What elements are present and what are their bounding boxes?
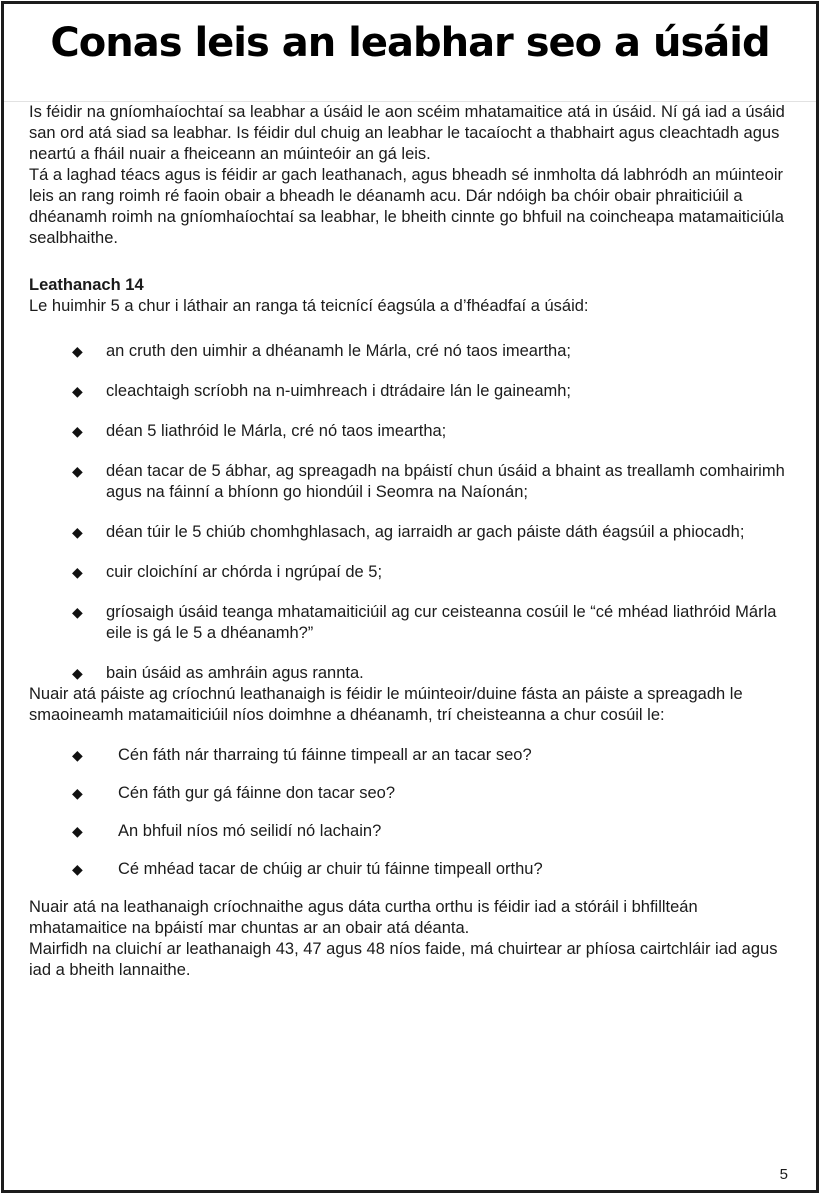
list-item	[72, 562, 791, 583]
list-item	[72, 859, 791, 880]
section-header	[29, 275, 791, 317]
list-item-text: déan tacar de 5 ábhar, ag spreagadh na bpáistí chun úsáid a bhaint as treallamh comhairimh agus na fáinní a bhíonn go hiondúil i Seomra na Naíonán;	[106, 462, 785, 501]
questions-intro-paragraph: Nuair atá páiste ag críochnú leathanaigh is féidir le múinteoir/duine fásta an páiste a spreagadh le smaoineamh matamaiticiúil níos doimhne a dhéanamh, trí cheisteanna a chur cosúil le:	[29, 685, 743, 724]
diamond-bullet-icon: ◆	[72, 604, 83, 620]
page-number: 5	[779, 1166, 788, 1183]
section-intro: Le huimhir 5 a chur i láthair an ranga tá teicnící éagsúla a d’fhéadfaí a úsáid:	[29, 297, 589, 315]
storage-paragraph: Nuair atá na leathanaigh críochnaithe agus dáta curtha orthu is féidir iad a stóráil i bhfillteán mhatamaitice na bpáistí mar chuntas ar an obair atá déanta.	[29, 898, 698, 937]
list-item-text: déan túir le 5 chiúb chomhghlasach, ag iarraidh ar gach páiste dáth éagsúil a phiocadh;	[106, 523, 745, 541]
list-item-text: gríosaigh úsáid teanga mhatamaiticiúil ag cur ceisteanna cosúil le “cé mhéad liathróid Márla eile is gá le 5 a dhéanamh?”	[106, 603, 777, 642]
questions-list	[29, 745, 791, 880]
games-paragraph: Mairfidh na cluichí ar leathanaigh 43, 47 agus 48 níos faide, má chuirtear ar phíosa cairtchláir iad agus iad a bheith lannaithe.	[29, 940, 778, 979]
list-item	[72, 783, 791, 804]
list-item-text: cleachtaigh scríobh na n-uimhreach i dtrádaire lán le gaineamh;	[106, 382, 572, 400]
list-item-text: Cén fáth nár tharraing tú fáinne timpeall ar an tacar seo?	[118, 746, 532, 764]
list-item-text: An bhfuil níos mó seilidí nó lachain?	[118, 822, 382, 840]
diamond-bullet-icon: ◆	[72, 383, 83, 399]
list-item-text: déan 5 liathróid le Márla, cré nó taos imeartha;	[106, 422, 447, 440]
list-item-text: Cé mhéad tacar de chúig ar chuir tú fáinne timpeall orthu?	[118, 860, 543, 878]
list-item	[72, 602, 791, 644]
diamond-bullet-icon: ◆	[72, 564, 83, 580]
list-item	[72, 663, 791, 684]
intro-paragraph-1: Is féidir na gníomhaíochtaí sa leabhar a úsáid le aon scéim mhatamaitice atá in úsáid. Ní gá iad a úsáid san ord atá siad sa leabhar. Is féidir dul chuig an leabhar le tacaíocht a thabhairt agus cleachtadh agus neartú a fháil nuair a fheiceann an múinteóir an gá leis.	[29, 103, 785, 163]
list-item	[72, 421, 791, 442]
diamond-bullet-icon: ◆	[72, 861, 83, 877]
list-item	[72, 461, 791, 503]
list-item-text: an cruth den uimhir a dhéanamh le Márla, cré nó taos imeartha;	[106, 342, 571, 360]
intro-paragraph-2: Tá a laghad téacs agus is féidir ar gach leathanach, agus bheadh sé inmholta dá labhródh an múinteoir leis an rang roimh ré faoin obair a bheadh le déanamh acu. Dár ndóigh ba chóir obair phraiticiúil a dhéanamh roimh na gníomhaíochtaí sa leabhar, le bheith cinnte go bhfuil na coincheapa matamaiticiúla sealbhaithe.	[29, 166, 784, 247]
page-title: Conas leis an leabhar seo a úsáid	[50, 20, 770, 66]
list-item	[72, 745, 791, 766]
diamond-bullet-icon: ◆	[72, 665, 83, 681]
diamond-bullet-icon: ◆	[72, 823, 83, 839]
techniques-list	[29, 341, 791, 684]
list-item	[72, 522, 791, 543]
diamond-bullet-icon: ◆	[72, 785, 83, 801]
diamond-bullet-icon: ◆	[72, 343, 83, 359]
list-item	[72, 341, 791, 362]
diamond-bullet-icon: ◆	[72, 747, 83, 763]
list-item	[72, 821, 791, 842]
diamond-bullet-icon: ◆	[72, 423, 83, 439]
section-heading: Leathanach 14	[29, 276, 144, 294]
diamond-bullet-icon: ◆	[72, 463, 83, 479]
list-item-text: cuir cloichíní ar chórda i ngrúpaí de 5;	[106, 563, 383, 581]
list-item	[72, 381, 791, 402]
document-page	[1, 1, 819, 1193]
list-item-text: Cén fáth gur gá fáinne don tacar seo?	[118, 784, 396, 802]
list-item-text: bain úsáid as amhráin agus rannta.	[106, 664, 364, 682]
diamond-bullet-icon: ◆	[72, 524, 83, 540]
